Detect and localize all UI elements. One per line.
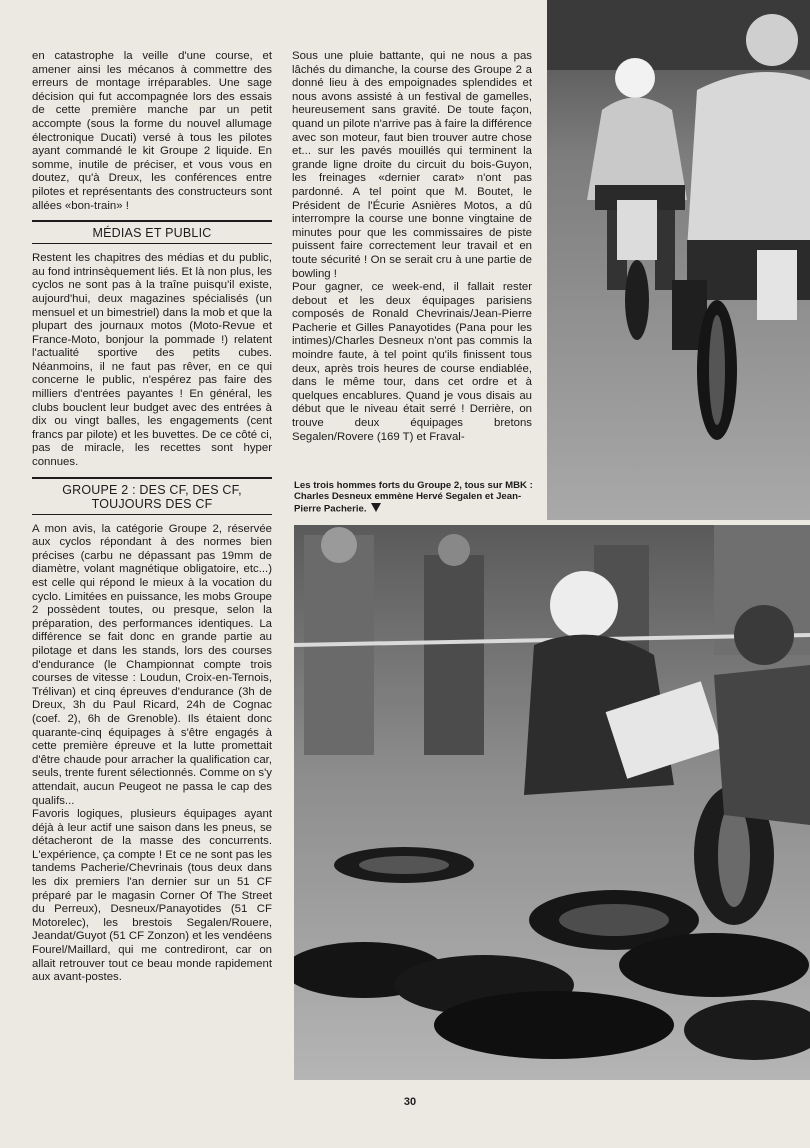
section-rule xyxy=(32,477,272,479)
arrow-down-icon xyxy=(371,503,381,515)
paragraph-pluie: Sous une pluie battante, qui ne nous a pas lâchés du dimanche, la course des Groupe 2 a donné lieu à des empoignades splendides et nous avons assisté à un festival de gamelles, heureusement sans gravité. De toute façon, quand un pilote n'arrive pas à faire la différence avec son moteur, faut bien trouver autre chose et... sur les pavés mouillés qui terminent la grande ligne droite du circuit du bois-Guyon, les freinages «dernier carat» n'ont pas pardonné. A tel point que M. Boutet, le Président de l'Écurie Asnières Motos, a dû interrompre la course une bonne vingtaine de minutes pour que les commissaires de piste puissent faire correctement leur travail et en toute sécurité ! On se serait cru à une partie de bowling ! xyxy=(292,50,532,280)
photo-riders-rear xyxy=(547,0,810,520)
section-rule xyxy=(32,514,272,515)
paragraph-medias: Restent les chapitres des médias et du public, au fond intrinsèquement liés. Et là non plus, les cyclos ne sont pas à la traîne puisqu'il existe, aujourd'hui, deux magazines spécialisés (un mensuel et un bimestriel) dans la mob et que la plupart des journaux motos (Moto-Revue et France-Moto, bonjour la pommade !) relatent l'actualité sportive des petits cubes. Néanmoins, il ne faut pas rêver, en ce qui concerne le public, n'espérez pas faire des milliers d'entrées payantes ! En général, les clubs bouclent leur budget avec des entrées à dix ou vingt balles, les engagements (cent francs par pilote) et les buvettes. De ce côté ci, pas de miracle, les recettes sont hyper connues. xyxy=(32,252,272,469)
page-number: 30 xyxy=(403,1096,417,1108)
paragraph-gagner: Pour gagner, ce week-end, il fallait rester debout et les deux équipages parisiens composés de Ronald Chevrinais/Jean-Pierre Pacherie et Gilles Panayotides (Pana pour les intimes)/Charles Desneux n'ont pas commis la moindre faute, à tel point qu'ils finissent tous deux, après trois heures de course endiablée, dans le même tour, dans cet ordre et à quelques encablures. Quand je vous disais au début que le niveau était serré ! Derrière, on trouve deux équipages bretons Segalen/Rovere (169 T) et Fraval- xyxy=(292,281,532,443)
middle-column xyxy=(292,50,532,444)
photo-riders-cornering xyxy=(294,525,810,1080)
section-rule xyxy=(32,220,272,222)
paragraph-groupe2: A mon avis, la catégorie Groupe 2, réservée aux cyclos répondant à des normes bien précises (carbu ne dépassant pas 19mm de diamètre, volant magnétique obligatoire, etc...) est celle qui répond le mieux à la vocation du cyclo. Limitées en puissance, les mobs Groupe 2 possèdent toutes, ou presque, selon la préparation, des performances identiques. La différence se fait donc en grande partie au pilotage et dans les stands, lors des courses d'endurance (le Championnat compte trois courses de vitesse : Loudun, Croix-en-Ternois, Trélivan) et cinq épreuves d'endurance (3h de Dreux, 3h du Paul Ricard, 24h de Cognac (coef. 2), 6h de Grenoble). Ils étaient donc quarante-cinq équipages à s'être engagés à cette première épreuve et la lutte promettait d'être chaude pour arracher la qualification car, seuls, trente furent sélectionnés. Comme on s'y attendait, aucun Peugeot ne passa le cap des qualifs... xyxy=(32,522,272,807)
left-column xyxy=(32,50,272,985)
paragraph-favoris: Favoris logiques, plusieurs équipages ayant déjà à leur actif une saison dans les pneus, se détacheront de la masse des concurrents. L'expérience, ça compte ! Et ce ne sont pas les tandems Pacherie/Chevrinais (tous deux dans les dix premiers l'an dernier sur un 51 CF préparé par le magasin Corner Of The Street du Perreux), Desneux/Panayotides (51 CF Motorelec), les brestois Segalen/Rouere, Jeandat/Guyot (51 CF Zonzon) et les vendéens Fourel/Maillard, qui me contrediront, car on allait retrouver tout ce beau monde rapidement aux avant-postes. xyxy=(32,808,272,984)
section-rule xyxy=(32,243,272,244)
heading-groupe2: GROUPE 2 : DES CF, DES CF, TOUJOURS DES CF xyxy=(62,482,242,511)
heading-medias: MÉDIAS ET PUBLIC xyxy=(92,226,212,241)
caption-text: Les trois hommes forts du Groupe 2, tous sur MBK : Charles Desneux emmène Hervé Segalen et Jean-Pierre Pacherie. xyxy=(294,480,533,515)
photo-caption xyxy=(294,480,534,515)
intro-paragraph: en catastrophe la veille d'une course, et amener ainsi les mécanos à commettre des erreurs de montage irréparables. Une sage décision qui fut accompagnée lors des essais de cette première manche par un petit accompte (sous la forme du nouvel allumage électronique Ducati) versé à tous les pilotes ayant commandé le kit Groupe 2 liquide. En somme, inutile de préciser, et vous vous en doutez, qu'à Dreux, les conférences entre pilotes et représentants des constructeurs sont allées «bon-train» ! xyxy=(32,50,272,212)
